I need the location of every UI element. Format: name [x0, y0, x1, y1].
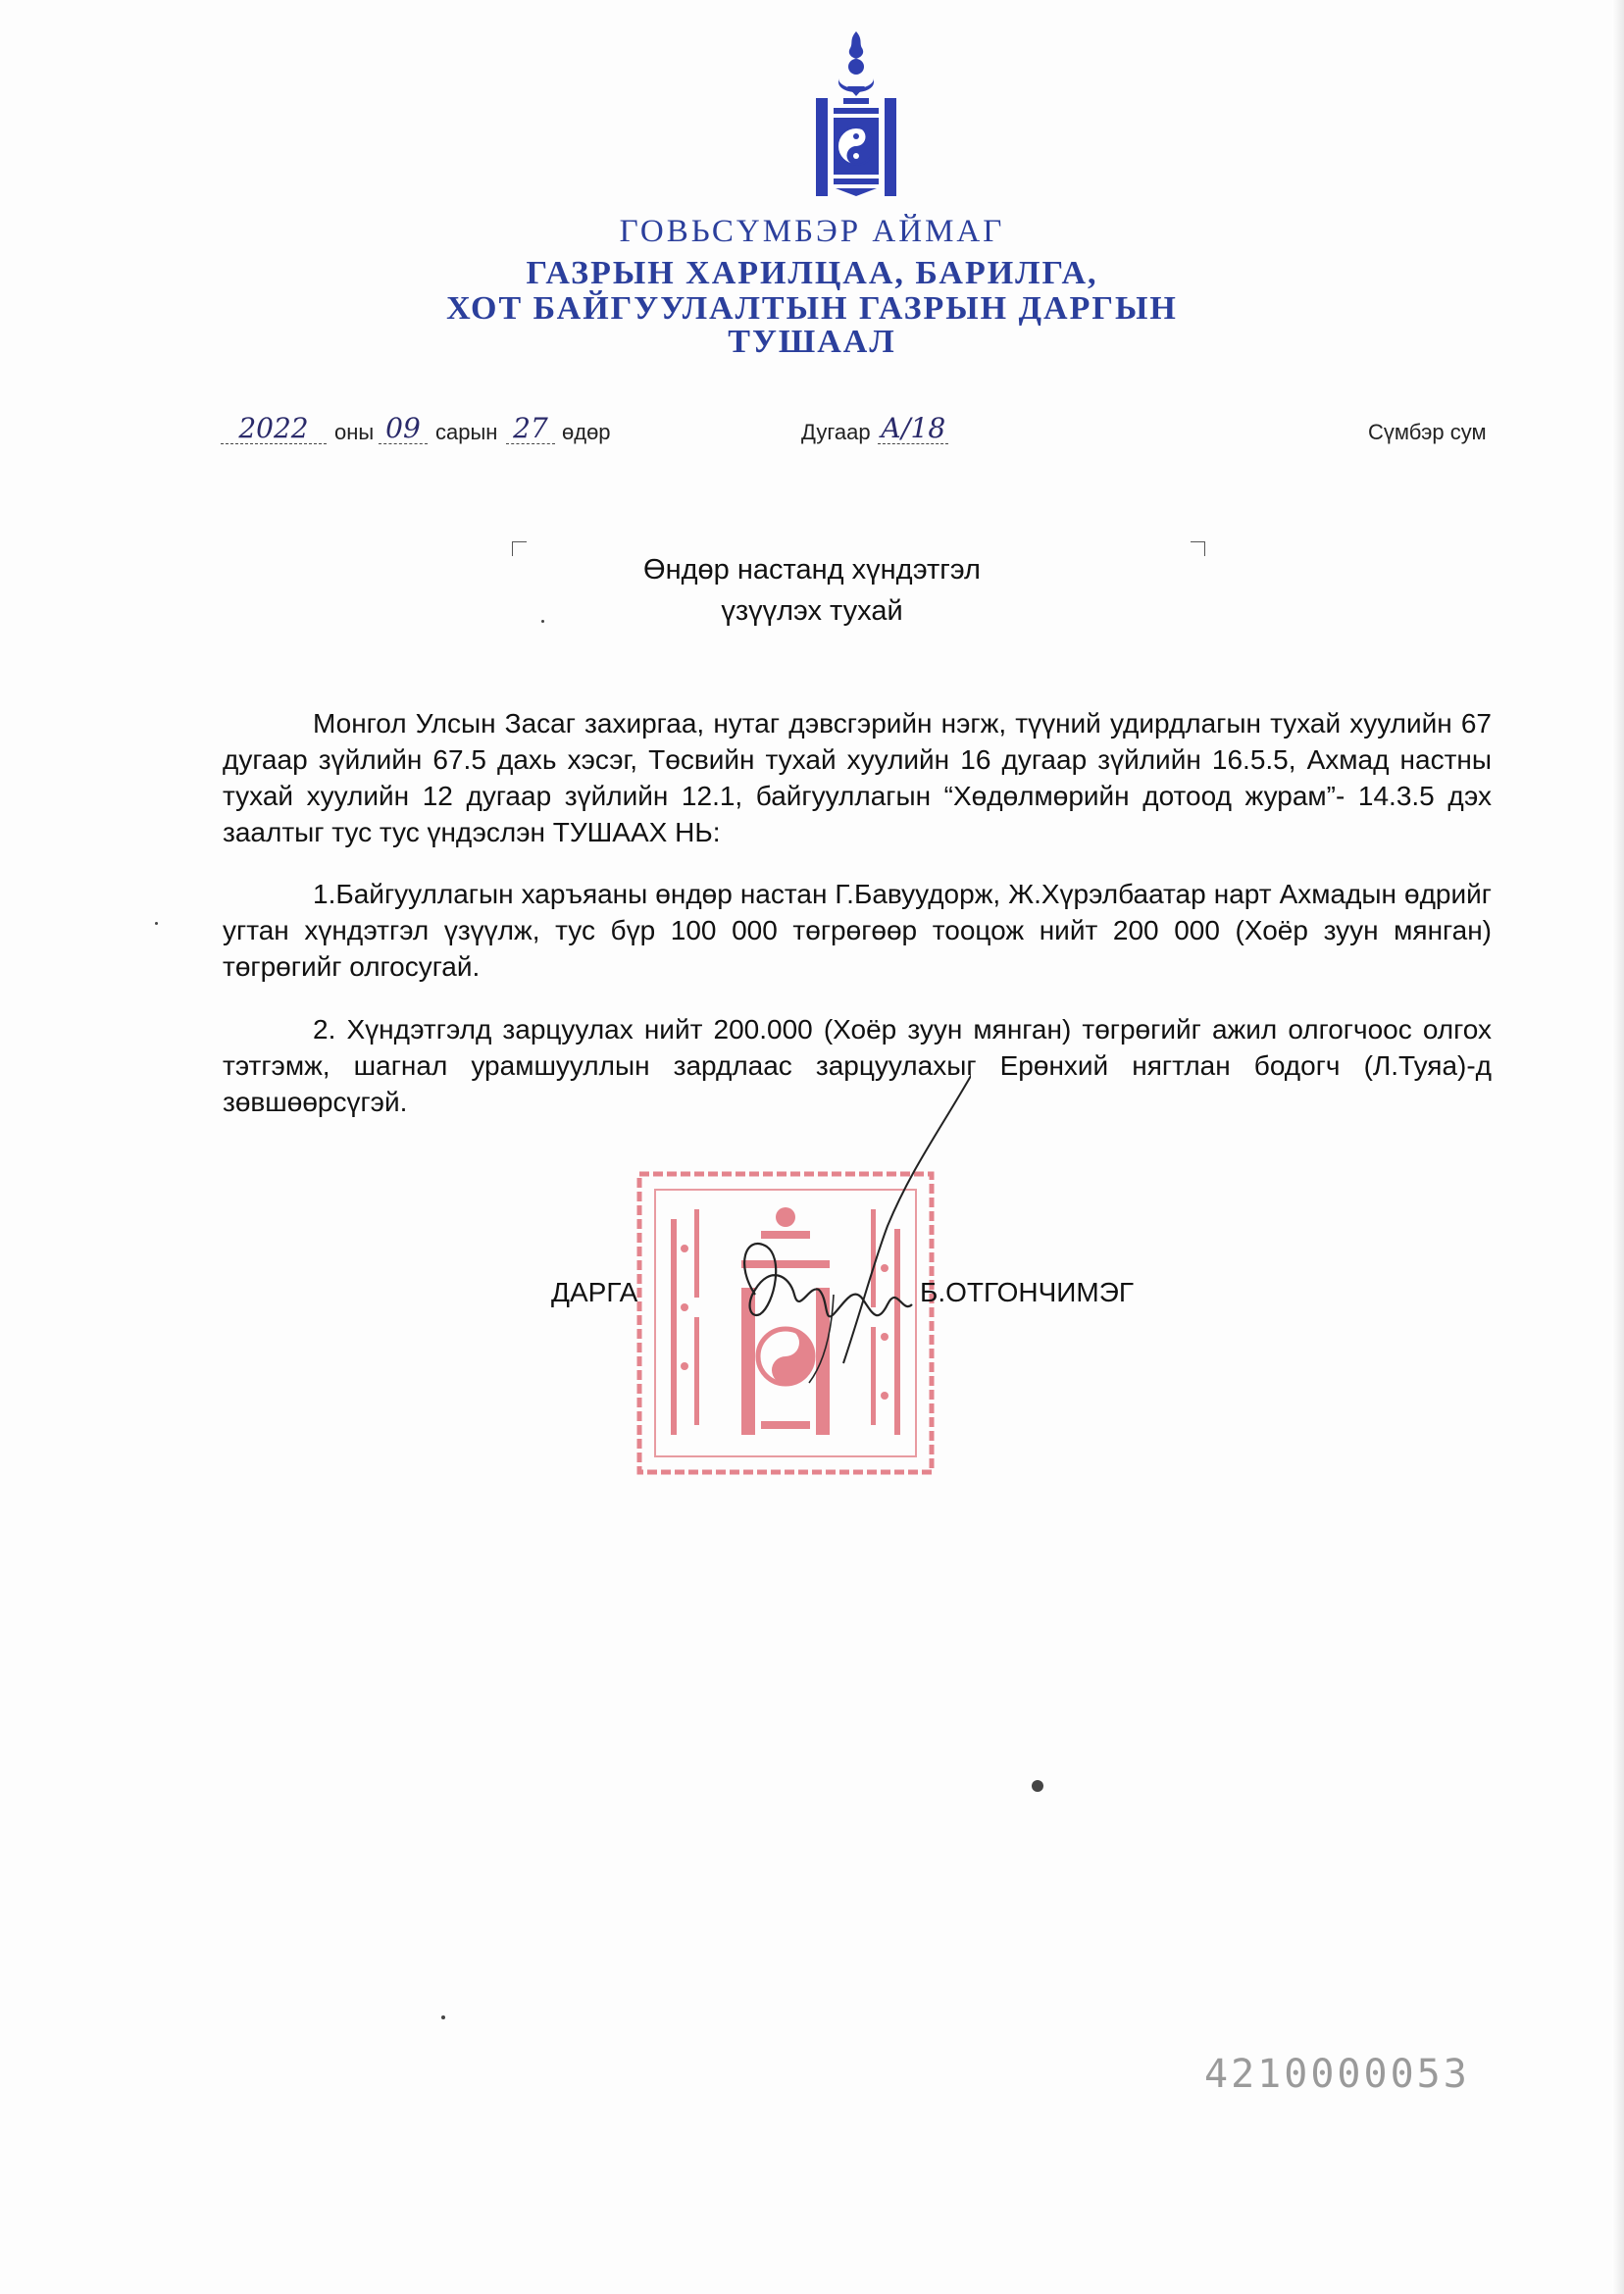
month-field — [379, 412, 428, 444]
signatory-role: ДАРГА — [551, 1277, 638, 1307]
scan-speck — [1032, 1780, 1043, 1792]
year-field — [221, 412, 327, 444]
number-field — [878, 412, 948, 444]
order-item-2-text: 2. Хүндэтгэлд зарцуулах нийт 200.000 (Хоёр зуун мянган) төгрөгийг ажил олгогчоос олгох тэтгэмж, шагнал урамшууллын зардлаас зарцуулахыг Ерөнхий нягтлан бодогч (Л.Туяа)-д зөвшөөрсүгэй. — [223, 1014, 1492, 1117]
order-item-1-text: 1.Байгууллагын харъяаны өндөр настан Г.Бавуудорж, Ж.Хүрэлбаатар нарт Ахмадын өдрийг угтан хүндэтгэл үзүүлж, тус бүр 100 000 төгрөгөөр тооцож нийт 200 000 (Хоёр зуун мянган) төгрөгийг олгосугай. — [223, 879, 1492, 982]
soyombo-emblem-icon — [814, 29, 898, 198]
day-field — [506, 412, 555, 444]
document-title-line-1: Өндөр настанд хүндэтгэл — [643, 554, 981, 586]
document-serial-number: 4210000053 — [1204, 2052, 1470, 2097]
scan-speck — [441, 2015, 445, 2019]
signatory-name: Б.ОТГОНЧИМЭГ — [920, 1277, 1135, 1307]
number-value: А/18 — [880, 412, 946, 444]
month-value: 09 — [385, 412, 421, 444]
preamble-text: Монгол Улсын Засаг захиргаа, нутаг дэвсгэрийн нэгж, түүний удирдлагын тухай хуулийн 67 дугаар зүйлийн 67.5 дахь хэсэг, Төсвийн тухай хуулийн 16 дугаар зүйлийн 16.5.5, Ахмад настны тухай хуулийн 12 дугаар зүйлийн 12.1, байгууллагын “Хөдөлмөрийн дотоод журам”- 14.3.5 дэх заалтыг тус тус үндэслэн ТУШААХ НЬ: — [223, 708, 1492, 847]
aimag-name: ГОВЬСҮМБЭР АЙМАГ — [619, 214, 1005, 249]
scan-speck — [155, 922, 158, 925]
month-label: сарын — [435, 420, 498, 444]
place-text: Сүмбэр сум — [1368, 420, 1487, 444]
organization-line-1: ГАЗРЫН ХАРИЛЦАА, БАРИЛГА, — [526, 255, 1098, 291]
day-value: 27 — [513, 412, 548, 444]
number-label: Дугаар — [801, 420, 871, 444]
document-type: ТУШААЛ — [728, 324, 896, 360]
order-item-1 — [223, 876, 1492, 985]
day-label: өдөр — [562, 420, 611, 444]
preamble-paragraph — [223, 705, 1492, 850]
year-value: 2022 — [238, 412, 309, 444]
organization-line-2: ХОТ БАЙГУУЛАЛТЫН ГАЗРЫН ДАРГЫН — [446, 290, 1178, 327]
handwritten-signature — [716, 1069, 971, 1402]
date-line — [0, 412, 1624, 451]
scan-speck — [541, 620, 544, 623]
document-title-line-2: үзүүлэх тухай — [721, 595, 903, 627]
year-label: оны — [334, 420, 375, 444]
